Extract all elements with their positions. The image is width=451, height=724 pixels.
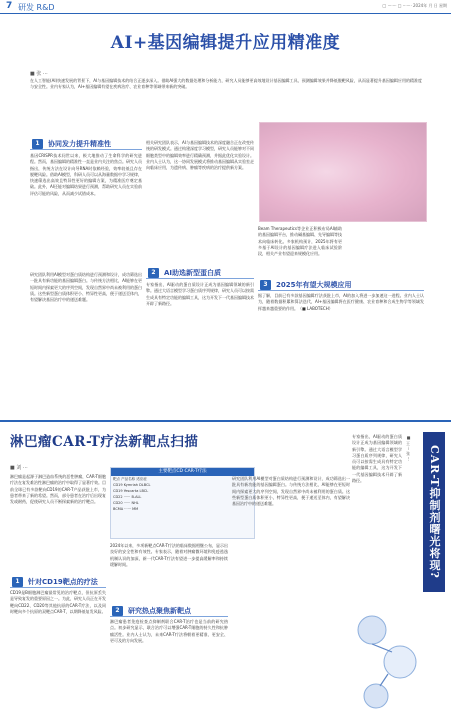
cell-illustration [352, 600, 422, 724]
table-row: CD20 ······ NHL [113, 501, 139, 505]
subhead-number: 3 [260, 280, 271, 290]
article1-column-3: 研究团队利用AI模型对蛋白质结构进行预测和设计，成功筛选出一批具有新功能的基因编辑蛋白。与传统方法相比，AI能够在更短时间内探索更大的序列空间，发现自然界中尚未被利用的蛋白质。这些新型蛋白质体积更小、特异性更高，便于递送至体内，有望解决基因治疗中的递送难题。 [30, 272, 142, 303]
article2-subhead-2 [110, 605, 228, 617]
header-info: □ ······· □ ······· 2024年 月 日 星期 [382, 3, 447, 8]
article1-column-6: 据了解，目前已有多款基因编辑疗法获批上市，AI的加入将进一步加速这一进程。业内人士认为，随着数据积累和算法迭代，AI+基因编辑将在医疗健康、农业育种和合成生物学等领域发挥越来越重要的作用。（■ LABOTECH） [258, 293, 424, 311]
subhead-number: 1 [32, 139, 43, 149]
section-divider [0, 420, 451, 422]
article1-subhead-2 [146, 267, 254, 279]
article1-lead: 在人工智能(AI)快速发展的背景下，AI与基因编辑技术的结合正逐步深入。借助AI强大的数据处理和分析能力，研究人员能够更高效地设计基因编辑工具、预测编辑效果并降低脱靶风险，从而显著提升基因编辑应用的精准度与安全性。业内专家认为，AI+基因编辑有望在疾病治疗、农业育种等领域带来新的突破。 [30, 78, 422, 90]
table-row: CD22 ······ B-ALL [113, 495, 142, 499]
article2-column-4: 淋巴瘤患者免疫检查点抑制剂联合CAR-T治疗也是当前的研究热点。初步研究显示，联合治疗可以增强CAR-T细胞的持久性和抗肿瘤活性。业内人士认为，未来CAR-T疗法将朝着更精准、更安全、更可及的方向发展。 [110, 619, 228, 643]
article1-column-4: 专家指出，AI驱动的蛋白质设计正成为基因编辑领域的新引擎。通过大语言模型学习蛋白质序列规律，研究人员可以按需生成具有特定功能的编辑工具，这为开发下一代基因编辑技术开辟了新路径。 [146, 282, 254, 306]
article1-byline: ■ 张 ··· [30, 71, 48, 77]
article2-byline: ■ 刘 ··· [10, 465, 28, 471]
article1-subhead-3 [258, 279, 424, 291]
subhead-number: 2 [112, 606, 123, 616]
subhead-number: 1 [12, 577, 23, 587]
subhead-title: 2025年有望大规模应用 [276, 281, 352, 289]
subhead-title: 协同发力提升精准性 [48, 140, 111, 148]
article1-column-2: 相关研究团队表示，AI与基因编辑技术的深度融合正在改变传统的研发模式。通过构建深度学习模型，研究人员能够对不同细胞类型中的编辑效率进行精确预测，并据此优化实验设计。业内人士认为，这一协同发展模式将推动基因编辑从实验室走向临床应用，为遗传病、肿瘤等疾病的治疗提供新方案。 [146, 140, 254, 171]
article2-column-1: 淋巴瘤是起源于淋巴造血系统的恶性肿瘤，CAR-T细胞疗法在复发难治性淋巴瘤的治疗中取得了显著疗效。目前全球已有多款靶向CD19的CAR-T产品获批上市，为患者带来了新的希望。然而，部分患者在治疗后出现复发或耐药，促使研究人员不断探索新的治疗靶点。 [10, 474, 106, 505]
article2-column-6: 专家指出，AI驱动的蛋白质设计正成为基因编辑领域的新引擎。通过大语言模型学习蛋白质序列规律，研究人员可以按需生成具有特定功能的编辑工具，这为开发下一代基因编辑技术开辟了新路径。 [352, 434, 402, 484]
gene-editing-photo [259, 122, 427, 222]
table-title: 主要靶点CD CAR-T疗法 [111, 468, 254, 476]
article2-column-3: 2024年以来，多项新靶点CAR-T疗法的临床数据相继公布，显示出良好的安全性和有效性。专家表示，随着对肿瘤微环境和免疫逃逸机制认识的加深，新一代CAR-T疗法有望进一步提高缓解率和持续缓解时间。 [110, 543, 228, 567]
subhead-title: 研究热点聚焦新靶点 [128, 607, 191, 615]
table-row: CD19 Kymriah DLBCL [113, 483, 151, 487]
page-number: 7 [6, 1, 13, 11]
subhead-title: AI助选新型蛋白质 [164, 269, 222, 277]
article2-column-2: CD19是B细胞淋巴瘤最常见的治疗靶点，但抗原丢失是导致复发的重要原因之一。为此，研究人员正在开发靶向CD22、CD20等其他抗原的CAR-T疗法，以及同时靶向多个抗原的双靶点CAR-T，以期降低复发风险。 [10, 590, 106, 614]
subhead-number: 2 [148, 268, 159, 278]
table-row: 靶点 产品名称 适应症 [113, 477, 147, 481]
article2-title: 淋巴瘤CAR-T疗法新靶点扫描 [10, 434, 199, 450]
article1-title: AI+基因编辑提升应用精准度 [110, 33, 341, 53]
article1-column-5: Beam Therapeutics等企业正积极布局AI辅助的基因编辑平台，推动碱基编辑、先导编辑等技术向临床转化。多家机构预计，2025年将有更多基于AI设计的基因编辑疗法进入临床试验阶段，相关产业有望迎来规模化应用。 [258, 226, 342, 257]
article2-subhead-1 [10, 576, 106, 588]
article1-subhead-1 [30, 138, 142, 150]
vertical-title: CAR-T抑制剂曙光将现? [423, 432, 445, 592]
vertical-byline: ■ 王 ··· 张 ··· [406, 435, 411, 461]
article1-column-1: 基因CRISPR技术问世以来，极大地推动了生命科学的研究进程。然而，基因编辑的精准性一直是业内关注的焦点。研究人员指出，传统方法在设计向导RNA时依赖经验，效率较低且存在脱靶风险。借助AI模型，科研人员可以从海量数据中学习规律，快速筛选出高效且特异性更好的编辑方案，为精准医疗奠定基础。此外，AI还能对编辑结果进行预测，帮助研究人员在实验前评估可能的风险，从而减少试错成本。 [30, 153, 142, 196]
subhead-title: 针对CD19靶点的疗法 [28, 578, 98, 586]
table-row: BCMA ······ MM [113, 507, 139, 511]
section-name: 研发 R&D [18, 3, 55, 12]
article2-column-5: 研究团队利用AI模型对蛋白质结构进行预测和设计，成功筛选出一批具有新功能的基因编辑蛋白。与传统方法相比，AI能够在更短时间内探索更大的序列空间，发现自然界中尚未被利用的蛋白质。这些新型蛋白质体积更小、特异性更高，便于递送至体内，有望解决基因治疗中的递送难题。 [232, 476, 350, 507]
page-header [0, 0, 451, 14]
table-row: CD19 Yescarta LBCL [113, 489, 149, 493]
